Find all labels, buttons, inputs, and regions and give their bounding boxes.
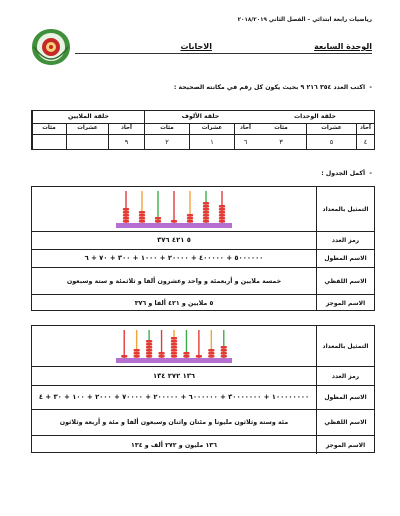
abacus-bead <box>219 205 225 208</box>
subject-line: رياضيات رابعة ابتدائي – الفصل الثاني ٢٠١٨/٢٠١٩ <box>237 17 372 23</box>
abacus-bead <box>123 214 129 217</box>
abacus-bead <box>146 343 152 346</box>
abacus-bead <box>203 220 209 223</box>
abacus-bead <box>155 217 161 220</box>
digit: ١ <box>210 138 214 146</box>
abacus-bead <box>123 220 129 223</box>
verbal-name: خمسة ملايين و أربعمئة و واحد وعشرون ألفا و ثلاثمئة و ستة وسبعون <box>66 277 282 285</box>
abacus-base <box>116 358 232 363</box>
col-head: مئات <box>145 123 189 135</box>
abacus-base <box>116 223 232 228</box>
abacus-bead <box>203 217 209 220</box>
abacus-bead <box>158 352 164 355</box>
number-symbol: ٥ ٤٢١ ٣٧٦ <box>157 236 191 244</box>
verbal-row <box>32 409 374 435</box>
digit: ٩ <box>124 138 129 146</box>
abacus-bead <box>146 349 152 352</box>
abacus-bead <box>203 202 209 205</box>
period-title: حلقة الملايين <box>33 111 144 124</box>
row-label: الاسم الموجز <box>316 436 374 454</box>
row-label: التمثيل بالمعداد <box>316 187 374 231</box>
units-period <box>256 111 374 149</box>
short-name: ١٣٦ مليون و ٢٧٢ ألف و ١٣٤ <box>131 441 217 449</box>
abacus-bead <box>146 352 152 355</box>
abacus-bead <box>133 349 139 352</box>
short-row <box>32 294 374 311</box>
cell-tens <box>189 123 234 149</box>
abacus-bead <box>196 355 202 358</box>
abacus-bead <box>123 208 129 211</box>
col-head: عشرات <box>67 123 108 135</box>
cell-ones <box>108 123 144 149</box>
row-label: الاسم المطول <box>316 250 374 267</box>
bullet: - <box>365 170 372 177</box>
cell-hundreds <box>32 123 66 149</box>
short-row <box>32 435 374 454</box>
abacus-bead <box>203 211 209 214</box>
header-divider <box>75 53 372 54</box>
col-head: عشرات <box>307 123 356 135</box>
abacus-bead <box>139 220 145 223</box>
cell-tens <box>66 123 108 149</box>
abacus-bead <box>139 217 145 220</box>
number-symbol: ١٣٦ ٢٧٢ ١٣٤ <box>152 371 196 380</box>
cell-ones <box>234 123 256 149</box>
abacus-bead <box>208 352 214 355</box>
digit <box>32 135 66 149</box>
number-table-2 <box>31 325 375 453</box>
number-table-1 <box>31 186 375 311</box>
abacus-bead <box>219 217 225 220</box>
abacus-bead <box>183 355 189 358</box>
abacus-bead <box>133 352 139 355</box>
question-2-text: أكمل الجدول : <box>321 170 366 177</box>
symbol-row <box>32 366 374 385</box>
abacus-bead <box>221 352 227 355</box>
row-label: الاسم الموجز <box>316 295 374 311</box>
col-head: آحاد <box>235 123 256 135</box>
expanded-form: ٥٠٠٠٠٠٠ + ٤٠٠٠٠٠ + ٢٠٠٠٠ + ١٠٠٠ + ٣٠٠ + ٧٠ + ٦ <box>84 254 264 262</box>
abacus-bead <box>171 343 177 346</box>
abacus-drawing <box>114 328 234 364</box>
abacus-bead <box>208 355 214 358</box>
digit: ٦ <box>243 138 248 146</box>
abacus-bead <box>171 349 177 352</box>
thousands-period <box>144 111 256 149</box>
period-title: حلقة الألوف <box>145 111 256 124</box>
abacus-bead <box>219 220 225 223</box>
abacus-bead <box>123 211 129 214</box>
abacus-bead <box>171 346 177 349</box>
period-title: حلقة الوحدات <box>256 111 374 124</box>
abacus-bead <box>171 352 177 355</box>
abacus-bead <box>208 349 214 352</box>
abacus-bead <box>171 355 177 358</box>
abacus-bead <box>203 214 209 217</box>
school-logo <box>30 27 72 67</box>
abacus-bead <box>187 220 193 223</box>
symbol-row <box>32 231 374 249</box>
row-label: الاسم اللفظي <box>316 268 374 294</box>
cell-hundreds <box>256 123 306 149</box>
row-label: التمثيل بالمعداد <box>316 326 374 366</box>
short-name: ٥ ملايين و ٤٢١ ألفا و ٣٧٦ <box>134 299 214 307</box>
digit: ٥ <box>329 138 334 146</box>
col-head: آحاد <box>357 123 374 135</box>
verbal-row <box>32 267 374 294</box>
abacus-bead <box>219 208 225 211</box>
abacus-bead <box>146 355 152 358</box>
row-label: رمز العدد <box>316 367 374 385</box>
abacus-row <box>32 326 374 366</box>
digit: ٢ <box>165 138 169 146</box>
question-1-prompt <box>174 84 372 91</box>
abacus-bead <box>139 214 145 217</box>
abacus-bead <box>221 349 227 352</box>
unit-title: الوحدة السابعة <box>314 42 372 51</box>
abacus-cell <box>32 187 316 231</box>
row-label: الاسم المطول <box>316 386 374 409</box>
abacus-bead <box>219 211 225 214</box>
bullet: - <box>365 84 372 91</box>
abacus-cell <box>32 326 316 366</box>
digit: ٣ <box>279 138 283 146</box>
cell-hundreds <box>145 123 189 149</box>
digit: ٤ <box>363 138 368 146</box>
col-head: مئات <box>256 123 306 135</box>
abacus-bead <box>146 346 152 349</box>
abacus-bead <box>187 214 193 217</box>
abacus-bead <box>219 214 225 217</box>
abacus-bead <box>171 220 177 223</box>
answers-title: الاجابات <box>180 42 212 51</box>
abacus-bead <box>146 340 152 343</box>
expanded-row <box>32 249 374 267</box>
row-label: رمز العدد <box>316 232 374 249</box>
cell-tens <box>306 123 356 149</box>
question-2-prompt <box>321 170 372 177</box>
millions-period <box>32 111 144 149</box>
abacus-bead <box>187 217 193 220</box>
abacus-bead <box>171 340 177 343</box>
abacus-bead <box>203 205 209 208</box>
digit <box>67 135 108 149</box>
abacus-bead <box>121 355 127 358</box>
abacus-bead <box>133 355 139 358</box>
row-label: الاسم اللفظي <box>316 410 374 435</box>
expanded-form: ١٠٠٠٠٠٠٠٠ + ٣٠٠٠٠٠٠٠ + ٦٠٠٠٠٠٠ + ٢٠٠٠٠٠ + ٧٠٠٠٠ + ٢٠٠٠ + ١٠٠ + ٣٠ + ٤ <box>38 393 310 401</box>
abacus-bead <box>221 355 227 358</box>
col-head: آحاد <box>109 123 144 135</box>
abacus-bead <box>123 217 129 220</box>
abacus-bead <box>203 208 209 211</box>
abacus-bead <box>221 346 227 349</box>
abacus-bead <box>183 352 189 355</box>
expanded-row <box>32 385 374 409</box>
abacus-bead <box>171 337 177 340</box>
abacus-bead <box>139 211 145 214</box>
abacus-drawing <box>114 189 234 229</box>
cell-ones <box>356 123 374 149</box>
col-head: عشرات <box>190 123 234 135</box>
abacus-row <box>32 187 374 231</box>
place-value-table <box>31 110 375 150</box>
question-1-text: اكتب العدد ٣٥٤ ٢١٦ ٩ بحيث يكون كل رقم في مكانته الصحيحة : <box>173 84 366 91</box>
abacus-bead <box>158 355 164 358</box>
col-head: مئات <box>32 123 66 135</box>
abacus-bead <box>155 220 161 223</box>
verbal-name: مئة وستة وثلاثون مليونا و مئتان واثنان وسبعون ألفا و مئة و أربعة وثلاثون <box>59 419 289 426</box>
